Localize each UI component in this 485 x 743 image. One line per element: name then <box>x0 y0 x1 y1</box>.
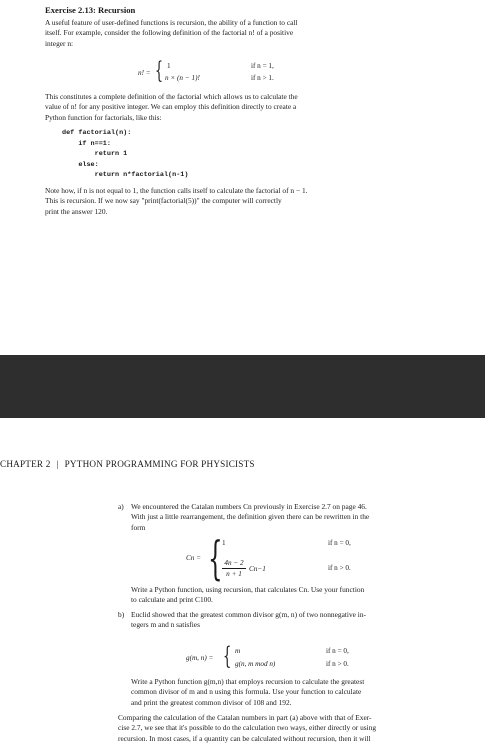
chapter-separator: | <box>56 459 59 469</box>
chapter-number: CHAPTER 2 <box>0 459 51 469</box>
text-line: This constitutes a complete definition of the factorial which allows us to calculate the <box>45 92 298 101</box>
text-line: tegers m and n satisfies <box>131 620 200 630</box>
part-a-label: a) <box>118 502 124 511</box>
page-top <box>0 0 485 355</box>
text-line: We encountered the Catalan numbers Cn previously in Exercise 2.7 on page 46. <box>131 502 367 511</box>
gcd-equation <box>186 642 416 673</box>
text-line: A useful feature of user-defined functions is recursion, the ability of a function to call <box>45 18 298 27</box>
code-line: def factorial(n): <box>62 129 132 137</box>
equation-case-value: n × (n − 1)! <box>165 74 200 82</box>
part-b-text <box>131 610 366 631</box>
exercise-title: Exercise 2.13: Recursion <box>45 5 136 15</box>
equation-case-value: 1 <box>222 539 226 547</box>
brace-icon: { <box>223 642 232 670</box>
text-line: form <box>131 522 146 532</box>
equation-case-condition: if n > 0. <box>326 660 349 668</box>
equation-lhs: n! = <box>138 69 151 77</box>
fraction <box>222 559 246 578</box>
comparison-paragraph <box>118 713 376 743</box>
code-line: return n*factorial(n-1) <box>62 171 189 180</box>
exercise-closing <box>45 186 308 217</box>
equation-case-condition: if n = 0, <box>328 539 351 547</box>
page-bottom <box>0 418 485 743</box>
fraction-numerator: 4n − 2 <box>222 559 246 569</box>
text-line: With just a little rearrangement, the definition given there can be rewritten in the <box>131 512 370 522</box>
text-line: to calculate and print C100. <box>131 595 213 605</box>
code-line: return 1 <box>62 150 128 159</box>
equation-case-value: 1 <box>167 62 171 70</box>
chapter-title: PYTHON PROGRAMMING FOR PHYSICISTS <box>64 459 255 469</box>
equation-case-value: m <box>235 647 241 655</box>
factorial-equation <box>138 58 338 87</box>
text-line: Write a Python function g(m,n) that employs recursion to calculate the greatest <box>131 677 365 686</box>
code-block <box>62 128 188 181</box>
text-line: itself. For example, consider the following definition of the factorial n! of a positive <box>45 28 294 38</box>
text-line: integer n: <box>45 38 74 48</box>
exercise-after-equation <box>45 92 298 123</box>
code-line: else: <box>62 160 99 169</box>
text-line: Note how, if n is not equal to 1, the function calls itself to calculate the factorial of n − 1. <box>45 186 308 195</box>
chapter-header <box>0 459 255 469</box>
text-line: recursion. In most cases, if a quantity can be calculated without recursion, then it will <box>118 733 371 743</box>
text-line: and print the greatest common divisor of 108 and 192. <box>131 697 292 707</box>
equation-term: Cn−1 <box>249 565 266 573</box>
text-line: cise 2.7, we see that it's possible to do the calculation two ways, either directly or using <box>118 723 377 733</box>
catalan-equation <box>186 531 416 585</box>
part-a-text <box>131 502 369 533</box>
text-line: Python function for factorials, like this: <box>45 112 162 122</box>
page-divider <box>0 355 485 418</box>
text-line: Comparing the calculation of the Catalan numbers in part (a) above with that of Exer- <box>118 713 372 722</box>
equation-lhs: g(m, n) = <box>186 654 214 662</box>
text-line: value of n! for any positive integer. We can employ this definition directly to create a <box>45 102 297 112</box>
code-line: if n==1: <box>62 139 111 148</box>
brace-icon: { <box>208 531 223 585</box>
text-line: Write a Python function, using recursion, that calculates Cn. Use your function <box>131 585 365 594</box>
text-line: This is recursion. If we now say "print(factorial(5))" the computer will correctly <box>45 196 282 206</box>
part-b-label: b) <box>118 610 125 619</box>
part-b-after <box>131 677 364 708</box>
text-line: common divisor of m and n using this formula. Use your function to calculate <box>131 687 362 697</box>
equation-lhs: Cn = <box>186 554 202 562</box>
part-a-after <box>131 585 364 606</box>
equation-case-condition: if n > 1. <box>251 74 274 82</box>
equation-case-condition: if n = 0, <box>326 647 349 655</box>
exercise-intro <box>45 18 298 49</box>
equation-case-condition: if n > 0. <box>328 564 351 572</box>
text-line: Euclid showed that the greatest common divisor g(m, n) of two nonnegative in- <box>131 610 367 619</box>
equation-case-condition: if n = 1, <box>251 62 274 70</box>
brace-icon: { <box>155 58 164 84</box>
text-line: print the answer 120. <box>45 206 108 216</box>
equation-case-value: g(n, m mod n) <box>235 660 276 668</box>
fraction-denominator: n + 1 <box>226 570 242 578</box>
